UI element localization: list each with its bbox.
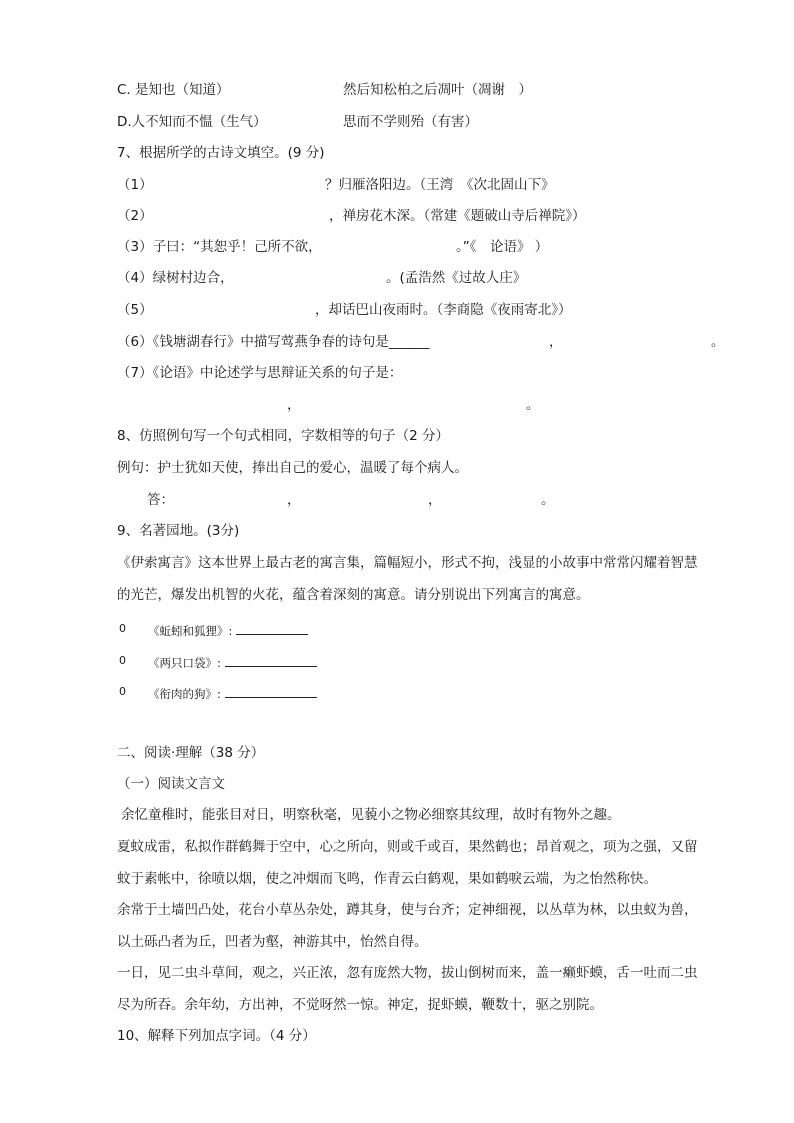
option-c-left: C. 是知也（知道）: [117, 82, 230, 98]
q7-line6-comma: ，: [549, 334, 563, 350]
q7-line3-start: （3）子曰：“其恕乎！己所不欲，: [117, 239, 322, 255]
q7-line6-period: 。: [711, 334, 725, 350]
q9-title: 9、名著园地。(3分): [117, 523, 240, 539]
q9-intro-line1: 《伊索寓言》这本世界上最古老的寓言集，篇幅短小，形式不拘，浅显的小故事中常常闪耀着智慧: [117, 555, 698, 571]
q8-title: 8、仿照例句写一个句式相同，字数相等的句子（2 分）: [117, 428, 449, 444]
q7-line7-period: 。: [526, 397, 540, 413]
fable-title: 《蚯蚓和狐狸》:: [148, 624, 233, 638]
q7-line4-end: 。(孟浩然《过故人庄》: [386, 270, 527, 286]
passage-paragraph-1: 余忆童稚时，能张目对日，明察秋毫，见藐小之物必细察其纹理，故时有物外之趣。: [121, 807, 621, 823]
q7-line6-start: （6）《钱塘湖春行》中描写莺燕争春的诗句是______: [117, 334, 430, 350]
option-d-left: D.人不知而不愠（生气）: [117, 114, 267, 130]
fable-item-two-bags: [148, 654, 317, 670]
fable-item-earthworm-fox: [148, 622, 308, 638]
answer-blank[interactable]: [225, 654, 317, 667]
answer-blank[interactable]: [236, 622, 308, 635]
passage-paragraph-3-line2: 以土砾凸者为丘，凹者为壑，神游其中，怡然自得。: [117, 934, 428, 950]
q8-comma-2: ，: [428, 492, 442, 508]
list-bullet: 0: [119, 622, 126, 635]
passage-paragraph-3-line1: 余常于土墙凹凸处，花台小草丛杂处，蹲其身，使与台齐；定神细视，以丛草为林，以虫蚁为兽，: [117, 902, 698, 918]
q7-line1-text: ？归雁洛阳边。（王湾 《次北固山下》: [325, 177, 555, 193]
q9-intro-line2: 的光芒，爆发出机智的火花，蕴含着深刻的寓意。请分别说出下列寓言的寓意。: [117, 587, 590, 603]
q7-line4-start: （4）绿树村边合，: [117, 270, 234, 286]
fable-title: 《两只口袋》:: [148, 656, 221, 670]
q8-comma-1: ，: [287, 492, 301, 508]
q7-line7: （7）《论语》中论述学与思辩证关系的句子是：: [117, 365, 403, 381]
q8-answer-label: 答：: [147, 492, 174, 508]
option-d-right: 思而不学则殆（有害）: [343, 114, 478, 130]
option-c-right: 然后知松柏之后凋叶（凋谢 ）: [343, 82, 532, 98]
q7-line1-number: （1）: [117, 177, 153, 193]
q7-line7-comma: ，: [287, 397, 301, 413]
q7-line5-text: ，却话巴山夜雨时。（李商隐《夜雨寄北》）: [315, 302, 572, 318]
q8-period: 。: [541, 492, 555, 508]
q7-title: 7、根据所学的古诗文填空。(9 分): [117, 145, 325, 161]
q7-line2-number: （2）: [117, 208, 153, 224]
section2-subtitle: （一）阅读文言文: [117, 776, 225, 792]
fable-title: 《衔肉的狗》:: [148, 687, 221, 701]
answer-blank[interactable]: [225, 685, 317, 698]
passage-paragraph-4-line1: 一日，见二虫斗草间，观之，兴正浓，忽有庞然大物，拔山倒树而来，盖一癞虾蟆，舌一吐而二虫: [117, 965, 698, 981]
passage-paragraph-2-line1: 夏蚊成雷，私拟作群鹤舞于空中，心之所向，则或千或百，果然鹤也；昂首观之，项为之强，又留: [117, 839, 698, 855]
passage-paragraph-2-line2: 蚊于素帐中，徐喷以烟，使之冲烟而飞鸣，作青云白鹤观，果如鹤唳云端，为之怡然称快。: [117, 871, 657, 887]
list-bullet: 0: [119, 685, 126, 698]
q7-line2-text: ，禅房花木深。（常建《题破山寺后禅院》）: [329, 208, 586, 224]
q8-example: 例句：护士犹如天使，捧出自己的爱心，温暖了每个病人。: [117, 460, 468, 476]
q7-line3-end: 。”《 论语》 ）: [456, 239, 549, 255]
section2-title: 二、阅读·理解（38 分）: [117, 745, 265, 761]
passage-paragraph-4-line2: 尽为所吞。余年幼，方出神，不觉呀然一惊。神定，捉虾蟆，鞭数十，驱之别院。: [117, 997, 603, 1013]
q10-title: 10、解释下列加点字词。（4 分）: [117, 1028, 316, 1044]
list-bullet: 0: [119, 654, 126, 667]
fable-item-dog-with-meat: [148, 685, 317, 701]
q7-line5-number: （5）: [117, 302, 153, 318]
